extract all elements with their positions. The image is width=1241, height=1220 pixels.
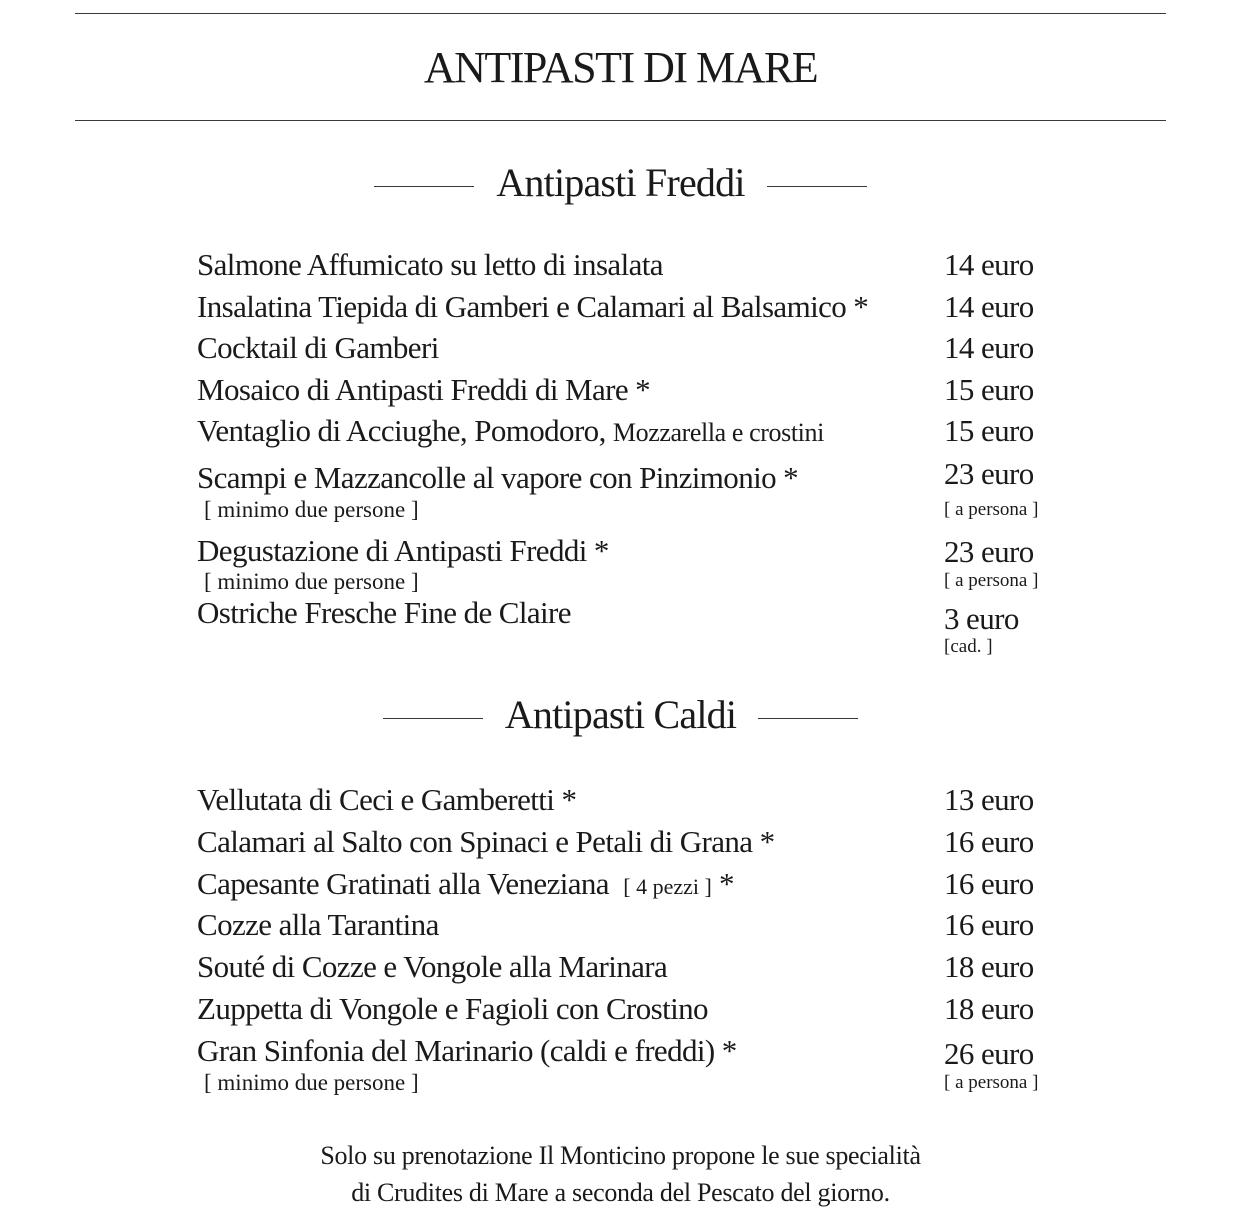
menu-item-name: Souté di Cozze e Vongole alla Marinara — [197, 949, 668, 984]
menu-item-name: Vellutata di Ceci e Gamberetti * — [197, 782, 577, 817]
section-heading-freddi — [0, 158, 1241, 208]
menu-item-price: 23 euro — [944, 456, 1034, 491]
footnote-line-2: di Crudites di Mare a seconda del Pescato del giorno. — [351, 1178, 890, 1207]
menu-item-price-note: [ a persona ] — [944, 570, 1039, 591]
menu-item-name-main: Capesante Gratinati alla Veneziana — [197, 866, 609, 901]
section-title-caldi: Antipasti Caldi — [504, 692, 737, 737]
menu-item-name — [197, 411, 824, 453]
menu-item-price: 16 euro — [944, 824, 1034, 859]
menu-item-price-note: [ a persona ] — [944, 499, 1039, 520]
section-heading-caldi — [0, 690, 1241, 740]
menu-item-name: Scampi e Mazzancolle al vapore con Pinzimonio * — [197, 460, 799, 495]
menu-item-price: 18 euro — [944, 949, 1034, 984]
menu-item-name-end: * — [719, 866, 734, 901]
menu-item-price: 14 euro — [944, 247, 1034, 282]
menu-item-price: 16 euro — [944, 907, 1034, 942]
menu-item-price-note: [cad. ] — [944, 636, 993, 657]
menu-item-name: Mosaico di Antipasti Freddi di Mare * — [197, 372, 651, 407]
menu-item-name: Salmone Affumicato su letto di insalata — [197, 247, 663, 282]
menu-item-price: 14 euro — [944, 289, 1034, 324]
menu-item-name: Degustazione di Antipasti Freddi * — [197, 533, 609, 568]
menu-item-price: 18 euro — [944, 991, 1034, 1026]
menu-item-name: Zuppetta di Vongole e Fagioli con Crostino — [197, 991, 708, 1026]
footnote — [0, 1137, 1241, 1211]
menu-item-price: 3 euro — [944, 601, 1019, 636]
menu-item-note: [ minimo due persone ] — [204, 569, 419, 594]
menu-item-name: Insalatina Tiepida di Gamberi e Calamari al Balsamico * — [197, 289, 869, 324]
heading-dash-right — [758, 718, 858, 719]
title-divider — [75, 120, 1166, 121]
heading-dash-left — [374, 186, 474, 187]
footnote-line-1: Solo su prenotazione Il Monticino propone le sue specialità — [320, 1141, 921, 1170]
menu-item-note: [ minimo due persone ] — [204, 497, 419, 522]
menu-item-name: Cozze alla Tarantina — [197, 907, 439, 942]
heading-dash-left — [383, 718, 483, 719]
menu-item-price: 23 euro — [944, 534, 1034, 569]
menu-item-name: Calamari al Salto con Spinaci e Petali di Grana * — [197, 824, 775, 859]
menu-item-name: Cocktail di Gamberi — [197, 330, 439, 365]
menu-item-price: 13 euro — [944, 782, 1034, 817]
heading-dash-right — [767, 186, 867, 187]
page-title: ANTIPASTI DI MARE — [423, 43, 818, 92]
menu-item-price: 15 euro — [944, 413, 1034, 448]
menu-item-name-small: Mozzarella e crostini — [612, 418, 824, 447]
top-divider — [75, 13, 1166, 14]
menu-item-name — [197, 864, 734, 907]
menu-item-price: 14 euro — [944, 330, 1034, 365]
menu-item-name-small: [ 4 pezzi ] — [623, 874, 712, 899]
menu-item-price: 15 euro — [944, 372, 1034, 407]
menu-item-name-main: Ventaglio di Acciughe, Pomodoro, — [197, 413, 606, 448]
menu-item-note: [ minimo due persone ] — [204, 1070, 419, 1095]
menu-item-price-note: [ a persona ] — [944, 1072, 1039, 1093]
menu-item-name: Gran Sinfonia del Marinario (caldi e freddi) * — [197, 1033, 737, 1068]
menu-item-price: 16 euro — [944, 866, 1034, 901]
menu-item-name: Ostriche Fresche Fine de Claire — [197, 595, 571, 630]
menu-item-price: 26 euro — [944, 1036, 1034, 1071]
section-title-freddi: Antipasti Freddi — [496, 160, 745, 205]
